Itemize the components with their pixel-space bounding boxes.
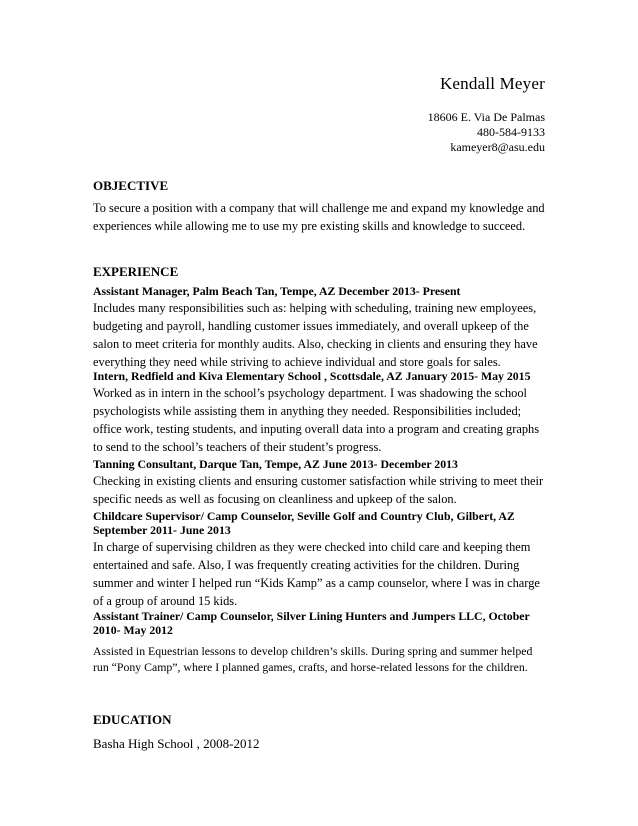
job-description: Checking in existing clients and ensuring customer satisfaction while striving to meet their specific needs as well as focusing on cleanliness and upkeep of the salon. [93, 474, 544, 506]
job-title: Assistant Trainer/ Camp Counselor, Silver Lining Hunters and Jumpers LLC, October 2010- May 2012 [93, 609, 530, 637]
job-title: Tanning Consultant, Darque Tan, Tempe, AZ June 2013- December 2013 [93, 457, 458, 471]
job-title: Intern, Redfield and Kiva Elementary School , Scottsdale, AZ January 2015- May 2015 [93, 369, 531, 383]
applicant-name: Kendall Meyer [439, 74, 545, 93]
job-entry [93, 509, 545, 610]
email: kameyer8@asu.edu [450, 140, 545, 154]
job-entry [93, 284, 545, 371]
objective-heading: OBJECTIVE [93, 178, 169, 193]
phone: 480-584-9133 [477, 125, 545, 139]
job-entry [93, 457, 545, 508]
job-entry [93, 609, 545, 675]
contact-header [428, 74, 545, 155]
job-entry [93, 369, 545, 456]
address: 18606 E. Via De Palmas [427, 110, 545, 124]
job-description: Worked as in intern in the school’s psychology department. I was shadowing the school psychologists while assisting them in anything they needed. Responsibilities included; office work, testing students, and inputing overall data into a program and creating graphs to send to the school’s teachers of their student’s progress. [93, 386, 540, 454]
experience-heading: EXPERIENCE [93, 264, 179, 279]
education-section [93, 712, 545, 752]
experience-heading-block [93, 264, 545, 280]
education-text: Basha High School , 2008-2012 [93, 736, 260, 751]
job-description: In charge of supervising children as they were checked into child care and keeping them entertained and safe. Also, I was frequently creating activities for the children. During summer and winter I helped run “Kids Kamp” as a camp counselor, where I was in charge of a group of around 15 kids. [93, 540, 540, 608]
job-description: Includes many responsibilities such as: helping with scheduling, training new employees, budgeting and payroll, handling customer issues immediately, and overall upkeep of the salon to meet criteria for monthly audits. Also, checking in clients and ensuring they have everything they need while striving to achieve individual and store goals for sales. [93, 301, 538, 369]
job-description: Assisted in Equestrian lessons to develop children’s skills. During spring and summer helped run “Pony Camp”, where I planned games, crafts, and horse-related lessons for the children. [93, 644, 533, 674]
objective-text: To secure a position with a company that will challenge me and expand my knowledge and experiences while allowing me to use my pre existing skills and knowledge to succeed. [93, 201, 545, 233]
job-title: Childcare Supervisor/ Camp Counselor, Seville Golf and Country Club, Gilbert, AZ September 2011- June 2013 [93, 509, 515, 537]
job-title: Assistant Manager, Palm Beach Tan, Tempe, AZ December 2013- Present [93, 284, 461, 298]
education-heading: EDUCATION [93, 712, 172, 727]
objective-section [93, 178, 545, 235]
